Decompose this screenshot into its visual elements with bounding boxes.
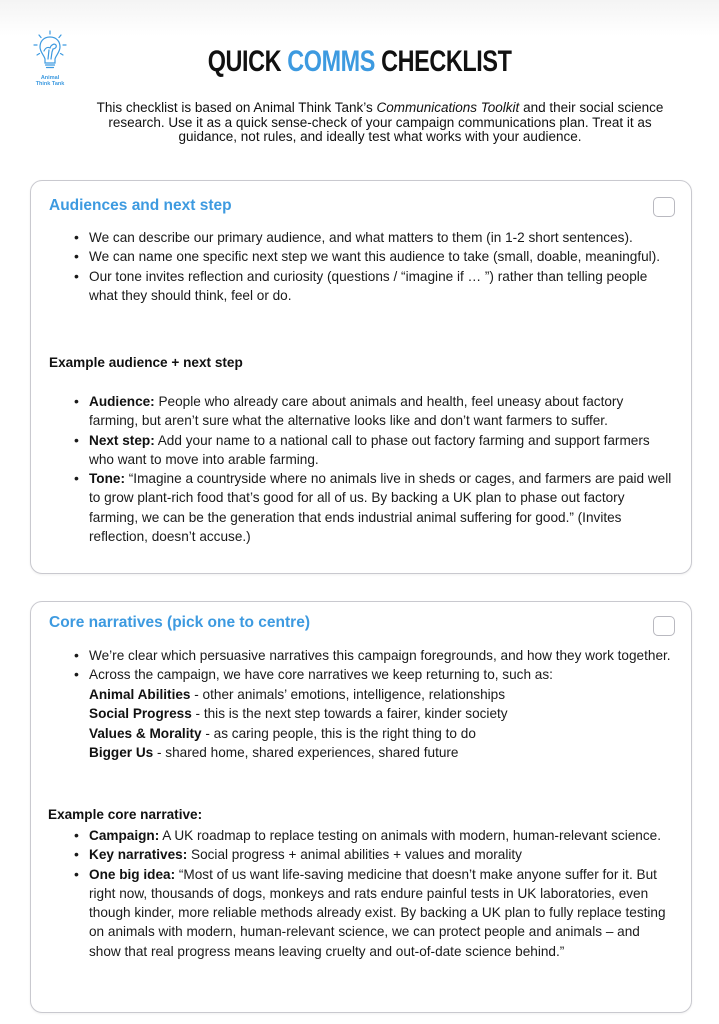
checklist-item: • We’re clear which persuasive narratives this campaign foregrounds, and how they work together. bbox=[49, 646, 673, 665]
narrative-item: Bigger Us - shared home, shared experiences, shared future bbox=[89, 745, 459, 761]
checkbox-core-narratives[interactable] bbox=[653, 616, 675, 636]
page-top-shade bbox=[0, 0, 719, 36]
lightbulb-animal-icon bbox=[33, 30, 67, 74]
example-heading: Example core narrative: bbox=[48, 807, 203, 822]
narrative-item: Social Progress - this is the next step towards a fairer, kinder society bbox=[89, 706, 508, 722]
example-heading: Example audience + next step bbox=[49, 355, 243, 370]
example-item: • Tone: “Imagine a countryside where no animals live in sheds or cages, and farmers are paid well to grow plant-rich food that’s good for all of us. By backing a UK plan to phase out factory farming, we can be the generation that ends industrial animal suffering for good.” (Invites reflection, doesn’t accuse.) bbox=[49, 469, 673, 546]
logo-text: Animal Think Tank bbox=[35, 75, 65, 87]
toolkit-title: Communications Toolkit bbox=[376, 100, 520, 115]
checklist-item: • We can name one specific next step we want this audience to take (small, doable, meaningful). bbox=[49, 247, 673, 266]
intro-paragraph: This checklist is based on Animal Think Tank’s Communications Toolkit and their social science research. Use it as a quick sense-check of your campaign communications plan. Treat it as guidance, not rules, and ideally test what works with your audience. bbox=[96, 100, 664, 144]
card-title: Core narratives (pick one to centre) bbox=[49, 614, 310, 631]
narrative-item: Animal Abilities - other animals’ emotions, intelligence, relationships bbox=[89, 686, 506, 702]
example-item: • One big idea: “Most of us want life-saving medicine that doesn’t make anyone suffer for it. But right now, thousands of dogs, monkeys and rats endure painful tests in UK laboratories, even though kinder, more reliable methods already exist. By backing a UK plan to fully replace testing on animals with modern, human-relevant science, we can protect people and animals – and show that real progress means leaving cruelty and out-of-date science behind.” bbox=[49, 865, 673, 961]
checklist-card-core-narratives bbox=[30, 601, 692, 1013]
example-list bbox=[49, 826, 673, 961]
example-list bbox=[49, 392, 673, 546]
example-item: • Next step: Add your name to a national call to phase out factory farming and support farmers who want to move into arable farming. bbox=[49, 431, 673, 470]
checklist-item: • Across the campaign, we have core narratives we keep returning to, such as: bbox=[49, 665, 673, 684]
example-item: • Key narratives: Social progress + animal abilities + values and morality bbox=[49, 845, 673, 864]
checklist-bullets bbox=[49, 228, 673, 305]
page-title: QUICK COMMS CHECKLIST bbox=[207, 45, 512, 78]
checklist-item: • We can describe our primary audience, and what matters to them (in 1-2 short sentences). bbox=[49, 228, 673, 247]
example-item: • Audience: People who already care about animals and health, feel uneasy about factory farming, but aren’t sure what the alternative looks like and don’t want farmers to suffer. bbox=[49, 392, 673, 431]
checklist-item: • Our tone invites reflection and curiosity (questions / “imagine if … ”) rather than telling people what they should think, feel or do. bbox=[49, 267, 673, 306]
checklist-card-audiences bbox=[30, 180, 692, 574]
checklist-bullets bbox=[49, 646, 673, 763]
narrative-item: Values & Morality - as caring people, this is the right thing to do bbox=[89, 725, 476, 741]
title-accent: COMMS bbox=[287, 45, 376, 78]
checkbox-audiences[interactable] bbox=[653, 197, 675, 217]
animal-think-tank-logo bbox=[28, 30, 72, 87]
narrative-list bbox=[49, 685, 673, 763]
card-title: Audiences and next step bbox=[49, 197, 232, 214]
example-item: • Campaign: A UK roadmap to replace testing on animals with modern, human-relevant science. bbox=[49, 826, 673, 845]
